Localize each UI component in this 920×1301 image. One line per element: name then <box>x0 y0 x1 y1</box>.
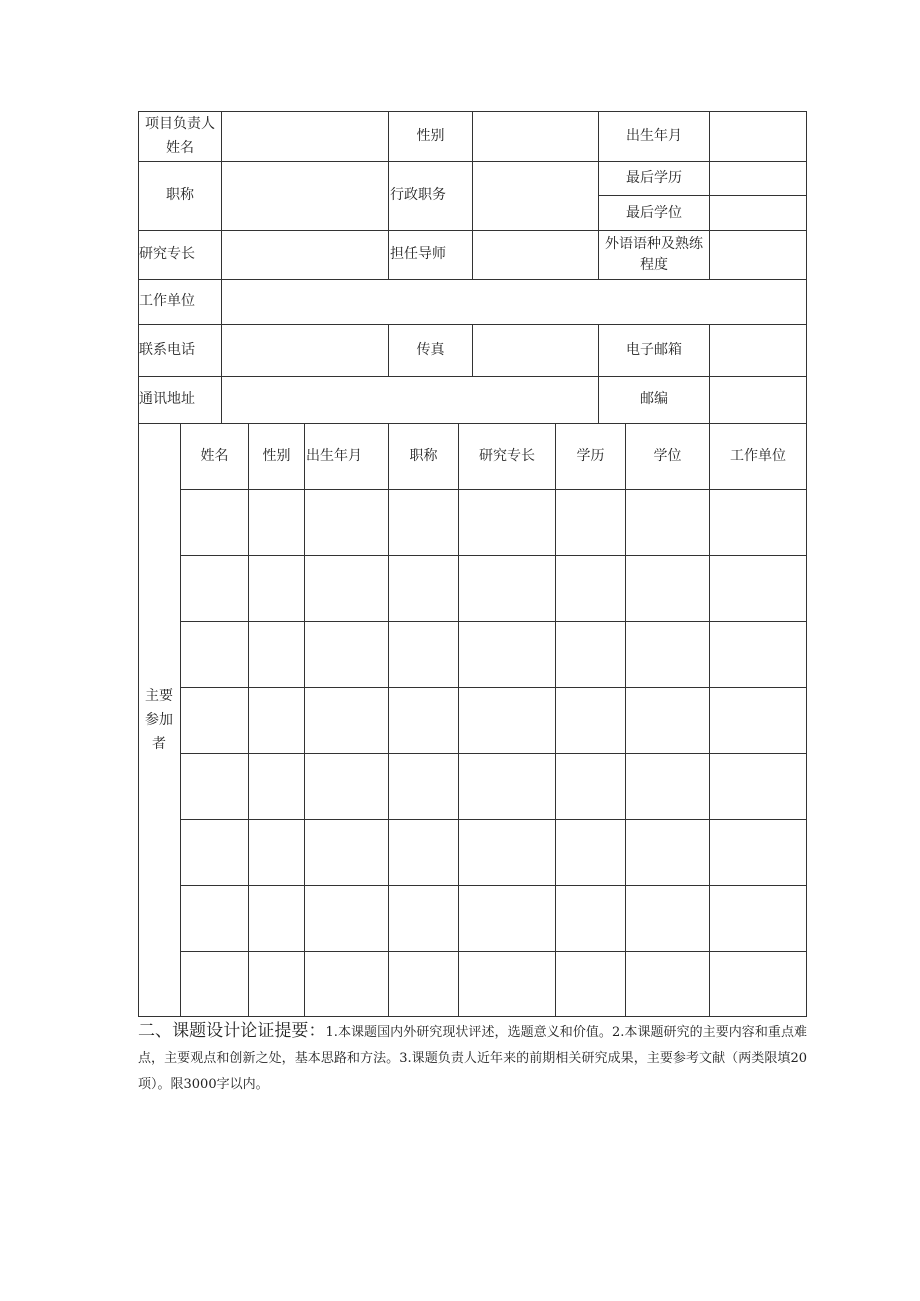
participant-cell[interactable] <box>459 886 555 951</box>
participant-cell[interactable] <box>305 490 388 555</box>
participant-cell[interactable] <box>556 886 625 951</box>
participant-cell[interactable] <box>556 556 625 621</box>
participant-cell[interactable] <box>249 952 304 1016</box>
last-degree-label: 最后学位 <box>626 204 682 221</box>
participant-cell[interactable] <box>459 952 555 1016</box>
section-two-text: 1.本课题国内外研究现状评述，选题意义和价值。2.本课题研究的主要内容和重点难点，主要观点和创新之处，基本思路和方法。3.课题负责人近年来的前期相关研究成果，主要参考文献（两类限填20项）。限3000字以内。 <box>138 1025 807 1092</box>
participant-cell[interactable] <box>389 490 458 555</box>
column-header-name: 姓名 <box>200 447 229 464</box>
participant-cell[interactable] <box>556 952 625 1016</box>
participant-cell[interactable] <box>181 952 248 1016</box>
birth-field[interactable] <box>710 112 806 161</box>
participant-cell[interactable] <box>389 820 458 885</box>
participant-cell[interactable] <box>389 886 458 951</box>
column-header-specialty: 研究专长 <box>479 447 535 464</box>
participant-cell[interactable] <box>249 688 304 753</box>
participants-label-line2: 参加 <box>145 712 173 728</box>
participants-label-line3: 者 <box>152 736 166 752</box>
last-education-label: 最后学历 <box>626 169 682 186</box>
column-header-education: 学历 <box>576 447 605 464</box>
language-label <box>599 230 709 279</box>
participant-cell[interactable] <box>459 556 555 621</box>
specialty-label: 研究专长 <box>139 246 195 262</box>
participant-cell[interactable] <box>710 490 806 555</box>
participant-cell[interactable] <box>181 556 248 621</box>
email-field[interactable] <box>710 325 806 376</box>
participant-cell[interactable] <box>710 688 806 753</box>
column-header-work-unit: 工作单位 <box>730 447 786 464</box>
admin-post-label: 行政职务 <box>390 187 446 203</box>
participant-cell[interactable] <box>459 490 555 555</box>
participant-row <box>181 622 806 687</box>
participant-cell[interactable] <box>181 886 248 951</box>
participant-cell[interactable] <box>710 820 806 885</box>
participants-label <box>138 423 180 1017</box>
address-field[interactable] <box>222 377 598 423</box>
participant-cell[interactable] <box>626 820 709 885</box>
participant-cell[interactable] <box>305 820 388 885</box>
admin-post-field[interactable] <box>473 162 598 230</box>
leader-name-label-line1: 项目负责人 <box>145 116 215 132</box>
participant-cell[interactable] <box>181 622 248 687</box>
language-label-line2: 程度 <box>640 256 668 273</box>
participant-cell[interactable] <box>389 622 458 687</box>
participant-cell[interactable] <box>710 622 806 687</box>
participant-cell[interactable] <box>626 490 709 555</box>
last-education-field[interactable] <box>710 162 806 195</box>
last-degree-field[interactable] <box>710 196 806 230</box>
title-label: 职称 <box>166 187 194 203</box>
participant-cell[interactable] <box>556 688 625 753</box>
fax-label: 传真 <box>416 341 445 358</box>
participant-cell[interactable] <box>305 952 388 1016</box>
participant-cell[interactable] <box>389 556 458 621</box>
postcode-label: 邮编 <box>640 391 668 407</box>
participant-cell[interactable] <box>181 820 248 885</box>
participant-cell[interactable] <box>389 952 458 1016</box>
participant-cell[interactable] <box>181 688 248 753</box>
leader-name-field[interactable] <box>222 112 388 161</box>
participant-cell[interactable] <box>181 754 248 819</box>
application-form-table <box>138 111 807 1017</box>
participant-cell[interactable] <box>626 688 709 753</box>
column-header-degree: 学位 <box>653 447 682 464</box>
participant-cell[interactable] <box>556 820 625 885</box>
supervisor-label: 担任导师 <box>390 246 446 262</box>
participant-cell[interactable] <box>710 886 806 951</box>
participant-cell[interactable] <box>249 754 304 819</box>
language-field[interactable] <box>710 231 806 279</box>
work-unit-label: 工作单位 <box>139 293 195 309</box>
participant-cell[interactable] <box>249 886 304 951</box>
participant-cell[interactable] <box>710 952 806 1016</box>
birth-label: 出生年月 <box>626 127 682 144</box>
leader-name-label-line2: 姓名 <box>166 140 194 156</box>
participant-cell[interactable] <box>459 688 555 753</box>
postcode-field[interactable] <box>710 377 806 423</box>
participant-row <box>181 820 806 885</box>
participant-cell[interactable] <box>459 820 555 885</box>
participant-cell[interactable] <box>249 556 304 621</box>
participant-cell[interactable] <box>249 820 304 885</box>
gender-label: 性别 <box>416 127 445 144</box>
language-label-line1: 外语语种及熟练 <box>605 235 703 252</box>
column-header-gender: 性别 <box>262 447 291 464</box>
participant-row <box>181 490 806 555</box>
participant-cell[interactable] <box>459 754 555 819</box>
participant-cell[interactable] <box>305 556 388 621</box>
address-label: 通讯地址 <box>139 391 195 407</box>
phone-label: 联系电话 <box>139 341 195 358</box>
participant-row <box>181 754 806 819</box>
email-label: 电子邮箱 <box>626 341 682 358</box>
participant-cell[interactable] <box>389 688 458 753</box>
participant-cell[interactable] <box>249 622 304 687</box>
title-field[interactable] <box>222 162 388 230</box>
section-two-paragraph <box>138 1018 807 1098</box>
participant-cell[interactable] <box>626 886 709 951</box>
participant-row <box>181 556 806 621</box>
participant-cell[interactable] <box>556 754 625 819</box>
participant-cell[interactable] <box>459 622 555 687</box>
participant-cell[interactable] <box>710 556 806 621</box>
specialty-field[interactable] <box>222 231 388 279</box>
participant-cell[interactable] <box>626 622 709 687</box>
participant-cell[interactable] <box>626 952 709 1016</box>
participant-cell[interactable] <box>305 886 388 951</box>
participant-cell[interactable] <box>556 622 625 687</box>
participant-cell[interactable] <box>626 754 709 819</box>
participants-label-line1: 主要 <box>145 688 173 704</box>
column-header-title: 职称 <box>409 447 438 464</box>
participant-cell[interactable] <box>710 754 806 819</box>
fax-field[interactable] <box>473 325 598 376</box>
work-unit-field[interactable] <box>222 280 806 324</box>
participant-row <box>181 886 806 951</box>
table-border-right <box>806 111 807 1017</box>
section-two-heading: 二、课题设计论证提要： <box>138 1021 326 1041</box>
participant-cell[interactable] <box>389 754 458 819</box>
participant-cell[interactable] <box>181 490 248 555</box>
column-header-birth: 出生年月 <box>306 447 362 464</box>
participant-cell[interactable] <box>305 754 388 819</box>
leader-name-label <box>138 111 222 161</box>
participant-cell[interactable] <box>249 490 304 555</box>
participant-cell[interactable] <box>556 490 625 555</box>
participant-row <box>181 952 806 1016</box>
gender-field[interactable] <box>473 112 598 161</box>
participant-row <box>181 688 806 753</box>
table-border-bottom <box>138 1016 807 1017</box>
participant-cell[interactable] <box>305 622 388 687</box>
participant-cell[interactable] <box>305 688 388 753</box>
participant-cell[interactable] <box>626 556 709 621</box>
phone-field[interactable] <box>222 325 388 376</box>
supervisor-field[interactable] <box>473 231 598 279</box>
